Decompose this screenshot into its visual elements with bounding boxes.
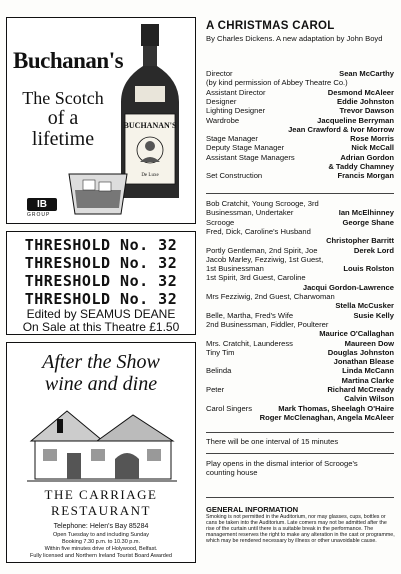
crew-role: Designer (206, 96, 237, 106)
cast-row (206, 366, 394, 375)
crew-name: Trevor Dawson (339, 106, 394, 116)
cast-row (206, 348, 394, 357)
cast-row (206, 413, 394, 422)
cast-role: Belle, Martha, Fred's Wife (206, 310, 294, 320)
crew-role: Lighting Designer (206, 106, 266, 116)
carriage-restaurant-advert (6, 342, 196, 563)
crew-row (206, 125, 394, 134)
crew-name: Eddie Johnston (337, 96, 394, 106)
cast-name: Jacqui Gordon-Lawrence (302, 282, 394, 292)
crew-name: Sean McCarthy (339, 69, 394, 78)
carriage-phone: Telephone: Helen's Bay 85284 (53, 523, 149, 530)
crew-role: Assistant Stage Managers (206, 152, 295, 162)
cast-row (206, 376, 394, 385)
crew-name: Adrian Gordon (340, 152, 394, 162)
cast-name: George Shane (342, 217, 394, 227)
cast-row (206, 301, 394, 310)
carriage-location: Within five minutes drive of Holywood, Belfast. (44, 546, 158, 552)
cast-name: Susie Kelly (353, 310, 394, 320)
divider-2 (206, 432, 394, 433)
crew-name: & Taddy Chamney (328, 162, 394, 171)
divider-3 (206, 453, 394, 454)
cast-row (206, 255, 394, 264)
crew-role: (by kind permission of Abbey Theatre Co.) (206, 78, 348, 88)
buchanan-tagline-2: of a (47, 107, 79, 129)
cast-row (206, 236, 394, 245)
crew-name: Rose Morris (350, 134, 394, 144)
crew-row (206, 97, 394, 106)
crew-role: Deputy Stage Manager (206, 143, 285, 153)
cast-name: Calvin Wilson (344, 394, 394, 404)
restaurant-building-illustration (27, 401, 177, 483)
whisky-glass-image (63, 168, 133, 218)
buchanan-tagline-3: lifetime (31, 128, 95, 150)
crew-name: Francis Morgan (337, 171, 394, 181)
crew-row (206, 106, 394, 115)
cast-name: Stella McCusker (335, 301, 394, 311)
ib-group-logo-sub: GROUP (27, 212, 51, 218)
crew-row (206, 153, 394, 162)
cast-row (206, 218, 394, 227)
cast-name: Maureen Dow (344, 338, 394, 348)
cast-row (206, 385, 394, 394)
cast-role: Jacob Marley, Fezziwig, 1st Guest, (206, 254, 324, 264)
cast-name: Louis Rolston (343, 264, 394, 274)
cast-row (206, 320, 394, 329)
cast-role: Peter (206, 385, 225, 394)
carriage-booking: Booking 7.30 p.m. to 10.30 p.m. (62, 539, 140, 545)
carriage-headline-1: After the Show (42, 351, 160, 373)
cast-role: 1st Spirit, 3rd Guest, Caroline (206, 273, 306, 283)
cast-name: Martina Clarke (341, 375, 394, 385)
cast-name: Douglas Johnston (327, 347, 394, 357)
general-information-text: Smoking is not permitted in the Auditorium, nor may glasses, cups, bottles or cans be taken into the Auditorium. Late comers may not be admitted after the rise of the curtain until there is a suitable break in the performance. The management reserves the right to make any alteration in the cast or programme, which may be rendered necessary by illness or other unavoidable cause. (206, 514, 395, 545)
carriage-licence: Fully licensed and Northern Ireland Tourist Board Awarded (30, 553, 172, 559)
carriage-hours: Open Tuesday to and including Sunday (52, 532, 149, 538)
cast-row (206, 246, 394, 255)
cast-row (206, 329, 394, 338)
cast-name: Roger McClenaghan, Angela McAleer (259, 412, 394, 422)
cast-row (206, 273, 394, 282)
cast-row (206, 357, 394, 366)
crew-role: Director (206, 69, 233, 78)
crew-role: Stage Manager (206, 134, 258, 144)
crew-row (206, 143, 394, 152)
cast-role: Portly Gentleman, 2nd Spirit, Joe (206, 245, 318, 255)
cast-name: Maurice O'Callaghan (319, 329, 394, 339)
cast-role: Fred, Dick, Caroline's Husband (206, 226, 311, 236)
crew-row (206, 69, 394, 78)
bottle-label-text: BUCHANAN'S (123, 121, 177, 130)
divider-1 (206, 193, 394, 194)
general-information-heading: GENERAL INFORMATION (206, 505, 299, 514)
cast-row (206, 264, 394, 273)
cast-name: Ian McElhinney (338, 208, 394, 218)
cast-row (206, 199, 394, 208)
threshold-advert (6, 231, 196, 335)
cast-row (206, 208, 394, 217)
cast-row (206, 283, 394, 292)
interval-note: There will be one interval of 15 minutes (206, 437, 339, 446)
crew-role: Set Construction (206, 171, 263, 181)
crew-row (206, 162, 394, 171)
cast-row (206, 404, 394, 413)
crew-name: Jacqueline Berryman (317, 115, 394, 125)
setting-note: Play opens in the dismal interior of Scrooge's counting house (206, 459, 358, 478)
cast-row (206, 339, 394, 348)
buchanan-advert (6, 17, 196, 224)
play-byline: By Charles Dickens. A new adaptation by John Boyd (206, 34, 383, 43)
crew-name: Jean Crawford & Ivor Morrow (288, 124, 394, 134)
crew-row (206, 116, 394, 125)
cast-row (206, 292, 394, 301)
cast-name: Jonathan Blease (333, 357, 394, 367)
cast-row (206, 311, 394, 320)
carriage-name-line-1: THE CARRIAGE (44, 487, 158, 502)
threshold-price: On Sale at this Theatre £1.50 (22, 320, 180, 334)
cast-name: Linda McCann (342, 366, 394, 376)
play-title: A CHRISTMAS CAROL (206, 20, 335, 32)
threshold-line-1: THRESHOLD No. 32 (24, 236, 178, 254)
buchanan-tagline-1: The Scotch (22, 88, 104, 108)
crew-name: Nick McCall (351, 143, 394, 153)
crew-row (206, 134, 394, 143)
bottle-sub-text: De Luxe (141, 173, 159, 178)
buchanan-brand: Buchanan's (13, 48, 124, 73)
cast-role: Mrs. Cratchit, Launderess (206, 338, 293, 348)
cast-name: Christopher Barritt (326, 236, 394, 246)
cast-role: 1st Businessman (206, 264, 264, 274)
cast-role: Belinda (206, 366, 232, 376)
cast-role: Businessman, Undertaker (206, 208, 294, 218)
cast-row (206, 394, 394, 403)
cast-role: Scrooge (206, 217, 235, 227)
crew-name: Desmond McAleer (327, 87, 394, 97)
carriage-headline-2: wine and dine (44, 373, 158, 395)
cast-name: Richard McCready (327, 385, 394, 394)
cast-row (206, 227, 394, 236)
cast-role: 2nd Businessman, Fiddler, Poulterer (206, 319, 329, 329)
threshold-line-3: THRESHOLD No. 32 (24, 272, 178, 290)
threshold-line-4: THRESHOLD No. 32 (24, 290, 178, 308)
cast-role: Mrs Fezziwig, 2nd Guest, Charwoman (206, 292, 335, 301)
threshold-editor: Edited by SEAMUS DEANE (26, 307, 176, 321)
cast-name: Derek Lord (353, 245, 394, 255)
ib-group-logo: IB (27, 198, 57, 211)
crew-row (206, 171, 394, 180)
divider-4 (206, 497, 394, 498)
cast-role: Tiny Tim (206, 347, 235, 357)
cast-role: Carol Singers (206, 403, 253, 413)
carriage-name-line-2: RESTAURANT (51, 503, 151, 518)
crew-row (206, 78, 394, 87)
crew-role: Assistant Director (206, 87, 266, 97)
crew-row (206, 88, 394, 97)
cast-role: Bob Cratchit, Young Scrooge, 3rd (206, 199, 319, 208)
crew-role: Wardrobe (206, 115, 240, 125)
threshold-line-2: THRESHOLD No. 32 (24, 254, 178, 272)
cast-name: Mark Thomas, Sheelagh O'Haire (278, 403, 394, 413)
